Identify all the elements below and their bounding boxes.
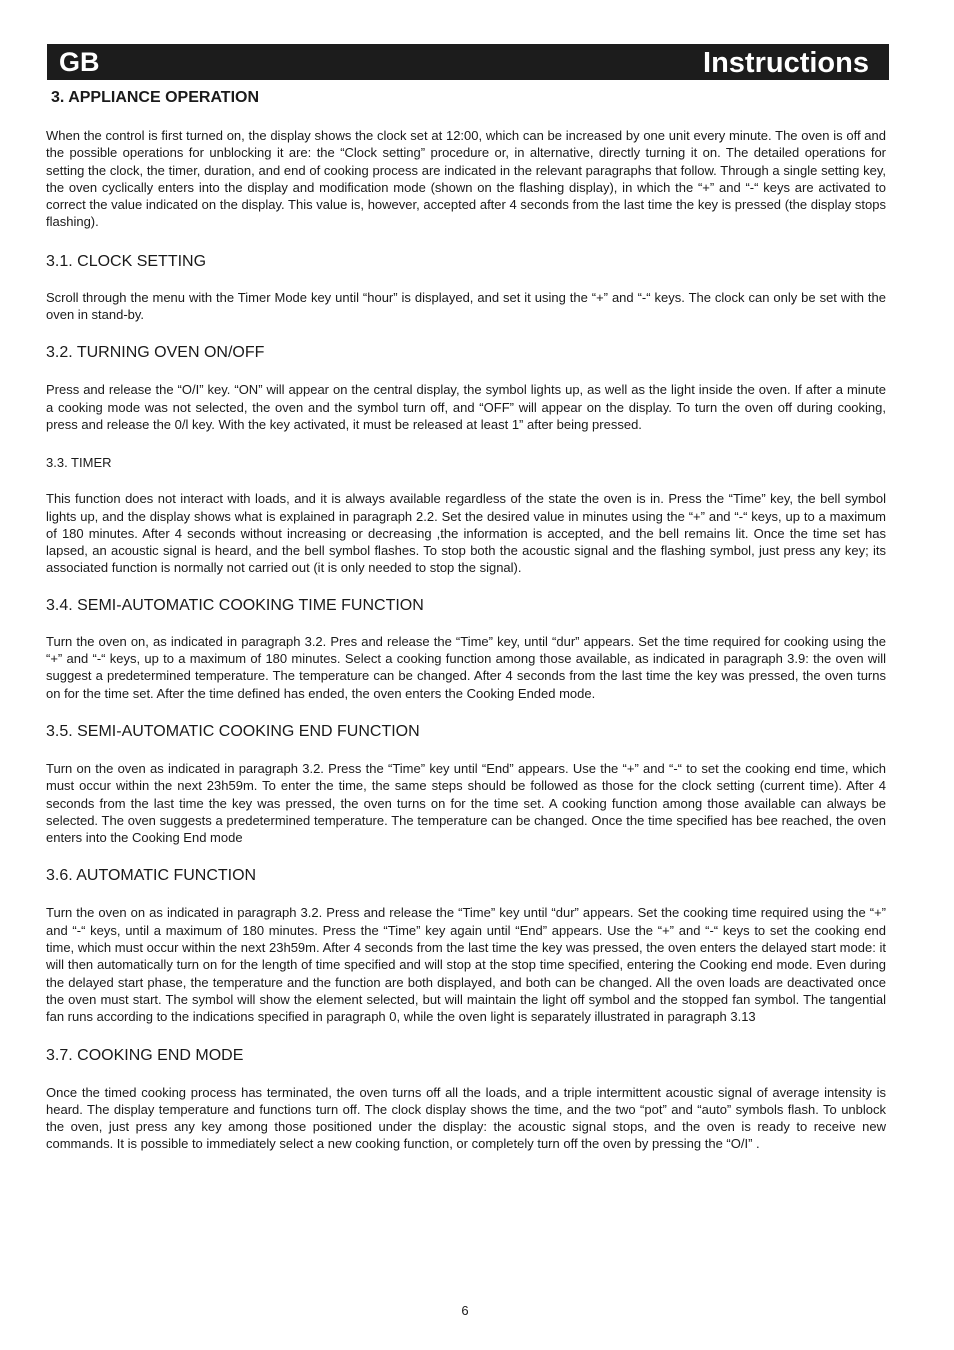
section-body: Turn on the oven as indicated in paragraph 3.2. Press the “Time” key until “End” appears. Use the “+” and “-“ to set the cooking end time, which must occur within the next 23h59m. To enter the time, the same steps should be followed as those for the clock setting (current time). After 4 seconds from the last time the key was pressed, the oven turns on for the time set. A cooking function among those available can always be selected. The oven suggests a predetermined temperature. The temperature can be changed. Once the time specified has bee reached, the oven enters into the Cooking End mode bbox=[46, 760, 886, 846]
chapter-heading: 3. APPLIANCE OPERATION bbox=[51, 89, 260, 106]
section-clock-setting bbox=[46, 252, 886, 324]
page-title: Instructions bbox=[703, 47, 869, 79]
section-title: 3.5. SEMI-AUTOMATIC COOKING END FUNCTION bbox=[46, 722, 420, 740]
section-title: 3.1. CLOCK SETTING bbox=[46, 252, 207, 270]
document-body bbox=[46, 127, 886, 1153]
section-body: Turn the oven on, as indicated in paragraph 3.2. Pres and release the “Time” key, until “dur” appears. Set the time required for cooking using the “+” and “-“ keys, up to a maximum of 180 minutes. Select a cooking function among those available, as indicated in paragraph 3.9: the oven will suggest a predetermined temperature. The temperature can be changed. After 4 seconds from the last time the key was pressed, the oven turns on for the time set. After the time defined has ended, the oven enters the Cooking Ended mode. bbox=[46, 633, 886, 701]
language-code: GB bbox=[59, 47, 100, 77]
section-title: 3.4. SEMI-AUTOMATIC COOKING TIME FUNCTION bbox=[46, 596, 424, 614]
section-automatic-function bbox=[46, 866, 886, 1025]
section-title: 3.3. TIMER bbox=[46, 455, 112, 471]
section-cooking-end-mode bbox=[46, 1046, 886, 1153]
section-title: 3.2. TURNING OVEN ON/OFF bbox=[46, 344, 265, 362]
section-semi-automatic-cooking-end bbox=[46, 722, 886, 846]
section-body: Scroll through the menu with the Timer Mode key until “hour” is displayed, and set it using the “+” and “-“ keys. The clock can only be set with the oven in stand-by. bbox=[46, 289, 886, 323]
section-body: Once the timed cooking process has terminated, the oven turns off all the loads, and a triple intermittent acoustic signal of average intensity is heard. The display temperature and functions turn off. The clock display shows the time, and the two “pot” and “auto” symbols flash. To unblock the oven, just press any key among those positioned under the display: the acoustic signal stops, and the oven is ready to receive new commands. It is possible to immediately select a new cooking function, or completely turn off the oven by pressing the “O/I” . bbox=[46, 1084, 886, 1152]
section-body: Press and release the “O/I” key. “ON” will appear on the central display, the symbol lights up, as well as the light inside the oven. If after a minute a cooking mode was not selected, the oven and the symbol turn off, and “OFF” will appear on the display. To turn the oven off during cooking, press and release the 0/l key. With the key activated, it must be released at least 1” after being pressed. bbox=[46, 382, 886, 432]
section-body: Turn the oven on as indicated in paragraph 3.2. Press and release the “Time” key until “dur” appears. Set the cooking time required using the “+” and “-“ keys, until a maximum of 180 minutes. Press the “Time” key again until “End” appears. Use the “+” and “-“ keys to set the cooking end time, which must occur within the next 23h59m. After 4 seconds from the last time the key was pressed, the oven enters the delayed start mode: it will then automatically turn on for the length of time specified and will stop at the stop time specified, entering the Cooking end mode. Even during the delayed start phase, the temperature and the function are both displayed, and both can be changed. All the oven loads are deactivated once the oven must start. The symbol will show the element selected, but will maintain the light off symbol and the stopped fan symbol. The tangential fan runs according to the indications specified in paragraph 0, while the oven light is separately illustrated in paragraph 3.13 bbox=[46, 905, 886, 1025]
section-semi-automatic-cooking-time bbox=[46, 596, 886, 702]
page-number: 6 bbox=[461, 1303, 469, 1318]
section-title: 3.7. COOKING END MODE bbox=[46, 1046, 244, 1064]
intro-paragraph: When the control is first turned on, the display shows the clock set at 12:00, which can be increased by one unit every minute. The oven is off and the possible operations for unblocking it are: the “Clock setting” procedure or, in alternative, directly turning it on. The detailed operations for setting the clock, the timer, duration, and end of cooking process are indicated in the relevant paragraphs that follow. Through a single setting key, the oven cyclically enters into the display and modification mode (shown on the flashing display), in which the “+” and “-“ keys are activated to correct the value indicated on the display. This value is, however, accepted after 4 seconds from the last time the key is pressed (the display stops flashing). bbox=[46, 128, 886, 230]
section-body: This function does not interact with loads, and it is always available regardless of the state the oven is in. Press the “Time” key, the bell symbol lights up, and the display shows what is explained in paragraph 2.2. Set the desired value in minutes using the “+” and “-“ keys, up to a maximum of 180 minutes. After 4 seconds without increasing or decreasing ,the information is accepted, and the bell remains lit. Once the time set has lapsed, an acoustic signal is heard, and the bell symbol flashes. To stop both the acoustic signal and the flashing symbol, just press any key; its associated function is normally not carried out (it is only needed to stop the signal). bbox=[46, 491, 886, 576]
header-bar bbox=[47, 44, 889, 80]
section-turning-oven-on-off bbox=[46, 343, 886, 433]
section-title: 3.6. AUTOMATIC FUNCTION bbox=[46, 867, 257, 885]
section-timer bbox=[46, 453, 886, 576]
